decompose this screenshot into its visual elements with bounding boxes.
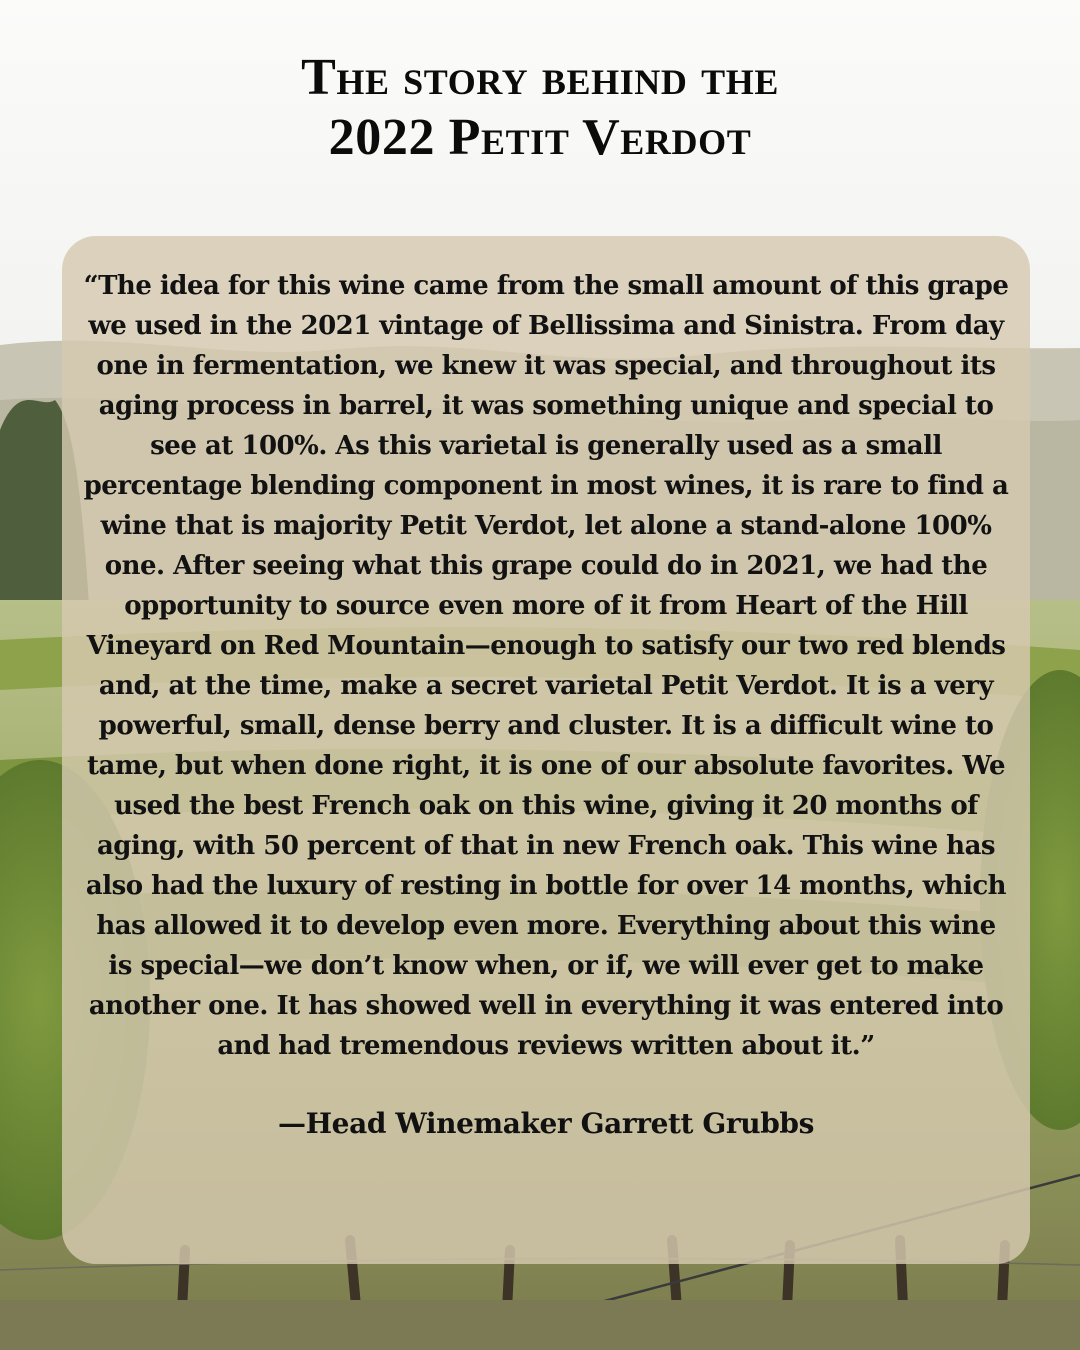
title-line-1: The story behind the	[301, 49, 779, 106]
title-line-2: 2022 Petit Verdot	[328, 109, 752, 166]
page-title	[0, 48, 1080, 168]
quote-text: “The idea for this wine came from the small amount of this grape we used in the 2021 vintage of Bellissima and Sinistra. From day one in fermentation, we knew it was special, and throughout its aging process in barrel, it was something unique and special to see at 100%. As this varietal is generally used as a small percentage blending component in most wines, it is rare to find a wine that is majority Petit Verdot, let alone a stand-alone 100% one. After seeing what this grape could do in 2021, we had the opportunity to source even more of it from Heart of the Hill Vineyard on Red Mountain—enough to satisfy our two red blends and, at the time, make a secret varietal Petit Verdot. It is a very powerful, small, dense berry and cluster. It is a difficult wine to tame, but when done right, it is one of our absolute favorites. We used the best French oak on this wine, giving it 20 months of aging, with 50 percent of that in new French oak. This wine has also had the luxury of resting in bottle for over 14 months, which has allowed it to develop even more. Everything about this wine is special—we don’t know when, or if, we will ever get to make another one. It has showed well in everything it was entered into and had tremendous reviews written about it.”	[83, 271, 1009, 1061]
quote-card	[62, 236, 1030, 1264]
quote-attribution: —Head Winemaker Garrett Grubbs	[278, 1107, 814, 1140]
